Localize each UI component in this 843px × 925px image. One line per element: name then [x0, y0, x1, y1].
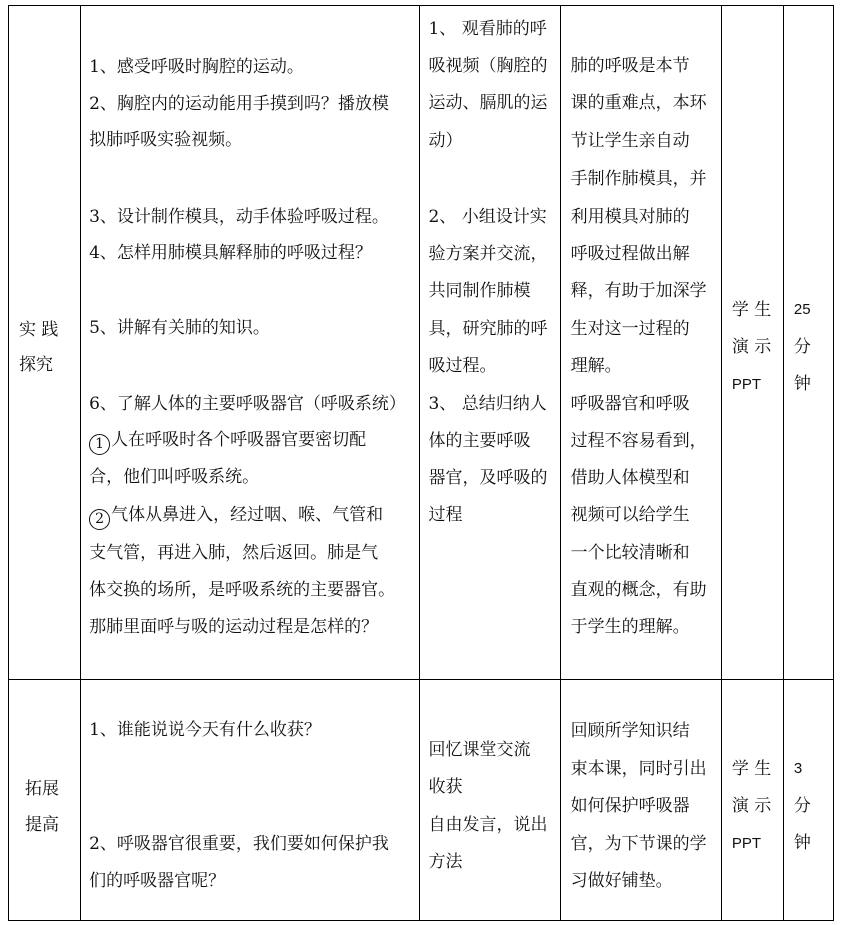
student-line: 方法 — [428, 852, 463, 872]
student-line: 器官，及呼吸的 — [428, 468, 548, 488]
student-line: 共同制作肺模 — [428, 281, 531, 301]
media-line: 演 示 — [731, 337, 772, 357]
time-line: 3 — [793, 760, 803, 777]
intent-line: 释，有助于加深学 — [570, 281, 707, 301]
activity-line: 6、了解人体的主要呼吸器官（呼吸系统） — [89, 394, 406, 414]
activity-line: 支气管，再进入肺，然后返回。肺是气 — [89, 543, 379, 563]
stage-label-line: 提高 — [25, 815, 59, 835]
circled-number-1: 1 — [89, 434, 110, 455]
time-line: 分 — [793, 796, 811, 816]
student-line: 自由发言，说出 — [428, 815, 548, 835]
intent-line: 理解。 — [570, 356, 622, 376]
circled-number-2: 2 — [89, 509, 110, 530]
activity-line: 2 气体从鼻进入，经过咽、喉、气管和 — [89, 497, 383, 535]
student-line: 吸视频（胸腔的 — [428, 56, 548, 76]
time-line: 25 — [793, 301, 811, 318]
student-line: 运动、膈肌的运 — [428, 93, 548, 113]
design-intent-cell — [560, 680, 721, 921]
media-line: 演 示 — [731, 796, 772, 816]
intent-line: 回顾所学知识结 — [570, 721, 690, 741]
media-cell — [721, 6, 783, 680]
intent-line: 如何保护呼吸器 — [570, 796, 690, 816]
table-row-extension — [9, 680, 834, 921]
student-line: 吸过程。 — [428, 356, 497, 376]
activity-line: 那肺里面呼与吸的运动过程是怎样的？ — [89, 617, 379, 637]
intent-line: 官，为下节课的学 — [570, 834, 707, 854]
intent-line: 呼吸器官和呼吸 — [570, 394, 690, 414]
activity-line: 5、讲解有关肺的知识。 — [89, 318, 270, 338]
activity-line: 2、胸腔内的运动能用手摸到吗？播放模 — [89, 94, 389, 114]
teacher-activity-cell — [81, 680, 420, 921]
time-line: 钟 — [793, 833, 811, 853]
intent-line: 视频可以给学生 — [570, 505, 690, 525]
intent-line: 借助人体模型和 — [570, 468, 690, 488]
intent-line: 课的重难点，本环 — [570, 93, 707, 113]
student-line: 具，研究肺的呼 — [428, 319, 548, 339]
intent-line: 手制作肺模具，并 — [570, 169, 707, 189]
activity-line: 合，他们叫呼吸系统。 — [89, 467, 260, 487]
activity-line: 3、设计制作模具，动手体验呼吸过程。 — [89, 207, 389, 227]
media-line: PPT — [731, 835, 762, 852]
intent-line: 一个比较清晰和 — [570, 543, 690, 563]
activity-line: 拟肺呼吸实验视频。 — [89, 130, 243, 150]
student-line: 1、 观看肺的呼 — [428, 19, 547, 39]
intent-line: 过程不容易看到， — [570, 431, 707, 451]
stage-label-line: 探究 — [19, 355, 53, 375]
activity-line: 4、怎样用肺模具解释肺的呼吸过程？ — [89, 243, 372, 263]
intent-line: 利用模具对肺的 — [570, 207, 690, 227]
student-line: 2、 小组设计实 — [428, 207, 547, 227]
media-line: PPT — [731, 376, 762, 393]
intent-line: 节让学生亲自动 — [570, 131, 690, 151]
stage-cell — [9, 6, 81, 680]
activity-line: 2、呼吸器官很重要，我们要如何保护我 — [89, 834, 389, 854]
intent-line: 生对这一过程的 — [570, 319, 690, 339]
student-line: 3、 总结归纳人 — [428, 394, 547, 414]
intent-line: 于学生的理解。 — [570, 617, 690, 637]
teacher-activity-cell — [81, 6, 420, 680]
intent-line: 直观的概念，有助 — [570, 580, 707, 600]
activity-line: 体交换的场所，是呼吸系统的主要器官。 — [89, 580, 396, 600]
activity-line: 1、谁能说说今天有什么收获？ — [89, 720, 321, 740]
table-row-practice — [9, 6, 834, 680]
media-line: 学 生 — [731, 759, 772, 779]
activity-line: 们的呼吸器官呢？ — [89, 871, 226, 891]
intent-line: 肺的呼吸是本节 — [570, 56, 690, 76]
activity-line: 1、感受呼吸时胸腔的运动。 — [89, 57, 304, 77]
intent-line: 呼吸过程做出解 — [570, 244, 690, 264]
time-cell — [783, 680, 833, 921]
stage-cell — [9, 680, 81, 921]
student-activity-cell — [420, 680, 560, 921]
lesson-plan-table — [8, 5, 834, 921]
time-line: 分 — [793, 337, 811, 357]
student-line: 验方案并交流， — [428, 244, 548, 264]
stage-label-line: 实 践 — [19, 320, 59, 340]
stage-label-line: 拓展 — [25, 779, 59, 799]
student-line: 收获 — [428, 777, 463, 797]
media-line: 学 生 — [731, 300, 772, 320]
design-intent-cell — [560, 6, 721, 680]
time-cell — [783, 6, 833, 680]
media-cell — [721, 680, 783, 921]
student-line: 体的主要呼吸 — [428, 431, 531, 451]
student-line: 回忆课堂交流 — [428, 740, 531, 760]
intent-line: 束本课，同时引出 — [570, 759, 707, 779]
time-line: 钟 — [793, 374, 811, 394]
student-line: 过程 — [428, 505, 463, 525]
activity-line: 1 人在呼吸时各个呼吸器官要密切配 — [89, 422, 366, 460]
student-line: 动） — [428, 131, 463, 151]
student-activity-cell — [420, 6, 560, 680]
intent-line: 习做好铺垫。 — [570, 871, 673, 891]
